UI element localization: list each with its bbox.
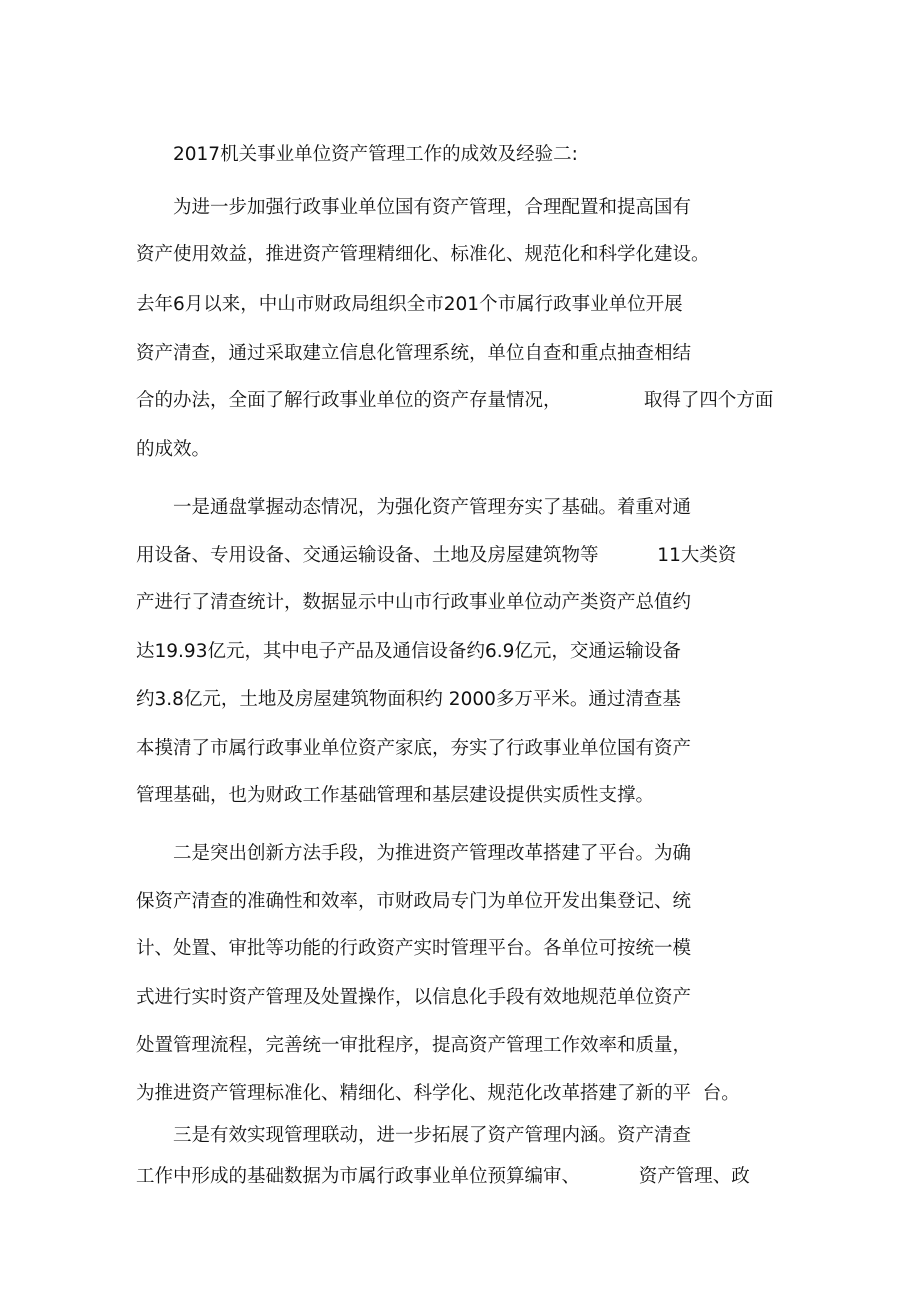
document-title: 2017机关事业单位资产管理工作的成效及经验二: bbox=[173, 144, 578, 165]
paragraph-4-line-1: 三是有效实现管理联动，进一步拓展了资产管理内涵。资产清查 bbox=[173, 1125, 692, 1146]
paragraph-2-line-4: 达19.93亿元，其中电子产品及通信设备约6.9亿元，交通运输设备 bbox=[136, 641, 681, 662]
paragraph-3-line-1: 二是突出创新方法手段，为推进资产管理改革搭建了平台。为确 bbox=[173, 843, 692, 864]
paragraph-1-line-3: 去年6月以来，中山市财政局组织全市201个市属行政事业单位开展 bbox=[136, 294, 683, 315]
paragraph-3-line-3: 计、处置、审批等功能的行政资产实时管理平台。各单位可按统一模 bbox=[136, 938, 692, 959]
paragraph-4-line-2: 工作中形成的基础数据为市属行政事业单位预算编审、 资产管理、政 bbox=[136, 1166, 750, 1187]
paragraph-2-line-5: 约3.8亿元，土地及房屋建筑物面积约 2000多万平米。通过清查基 bbox=[136, 689, 681, 710]
paragraph-1-line-4: 资产清查，通过采取建立信息化管理系统，单位自查和重点抽查相结 bbox=[136, 343, 692, 364]
paragraph-1-line-2: 资产使用效益，推进资产管理精细化、标准化、规范化和科学化建设。 bbox=[136, 244, 710, 265]
paragraph-2-line-6: 本摸清了市属行政事业单位资产家底，夯实了行政事业单位国有资产 bbox=[136, 738, 692, 759]
paragraph-3-line-6: 为推进资产管理标准化、精细化、科学化、规范化改革搭建了新的平 台。 bbox=[136, 1083, 740, 1104]
paragraph-1-line-6: 的成效。 bbox=[136, 439, 211, 460]
paragraph-1-line-1: 为进一步加强行政事业单位国有资产管理，合理配置和提高国有 bbox=[173, 197, 692, 218]
paragraph-3-line-5: 处置管理流程，完善统一审批程序，提高资产管理工作效率和质量， bbox=[136, 1035, 692, 1056]
paragraph-2-line-7: 管理基础，也为财政工作基础管理和基层建设提供实质性支撑。 bbox=[136, 785, 655, 806]
paragraph-3-line-2: 保资产清查的准确性和效率，市财政局专门为单位开发出集登记、统 bbox=[136, 891, 692, 912]
paragraph-2-line-1: 一是通盘掌握动态情况，为强化资产管理夯实了基础。着重对通 bbox=[173, 497, 692, 518]
paragraph-2-line-2: 用设备、专用设备、交通运输设备、土地及房屋建筑物等 11大类资 bbox=[136, 545, 737, 566]
paragraph-1-line-5: 合的办法，全面了解行政事业单位的资产存量情况， 取得了四个方面 bbox=[136, 390, 774, 411]
paragraph-2-line-3: 产进行了清查统计，数据显示中山市行政事业单位动产类资产总值约 bbox=[136, 592, 692, 613]
paragraph-3-line-4: 式进行实时资产管理及处置操作，以信息化手段有效地规范单位资产 bbox=[136, 987, 692, 1008]
